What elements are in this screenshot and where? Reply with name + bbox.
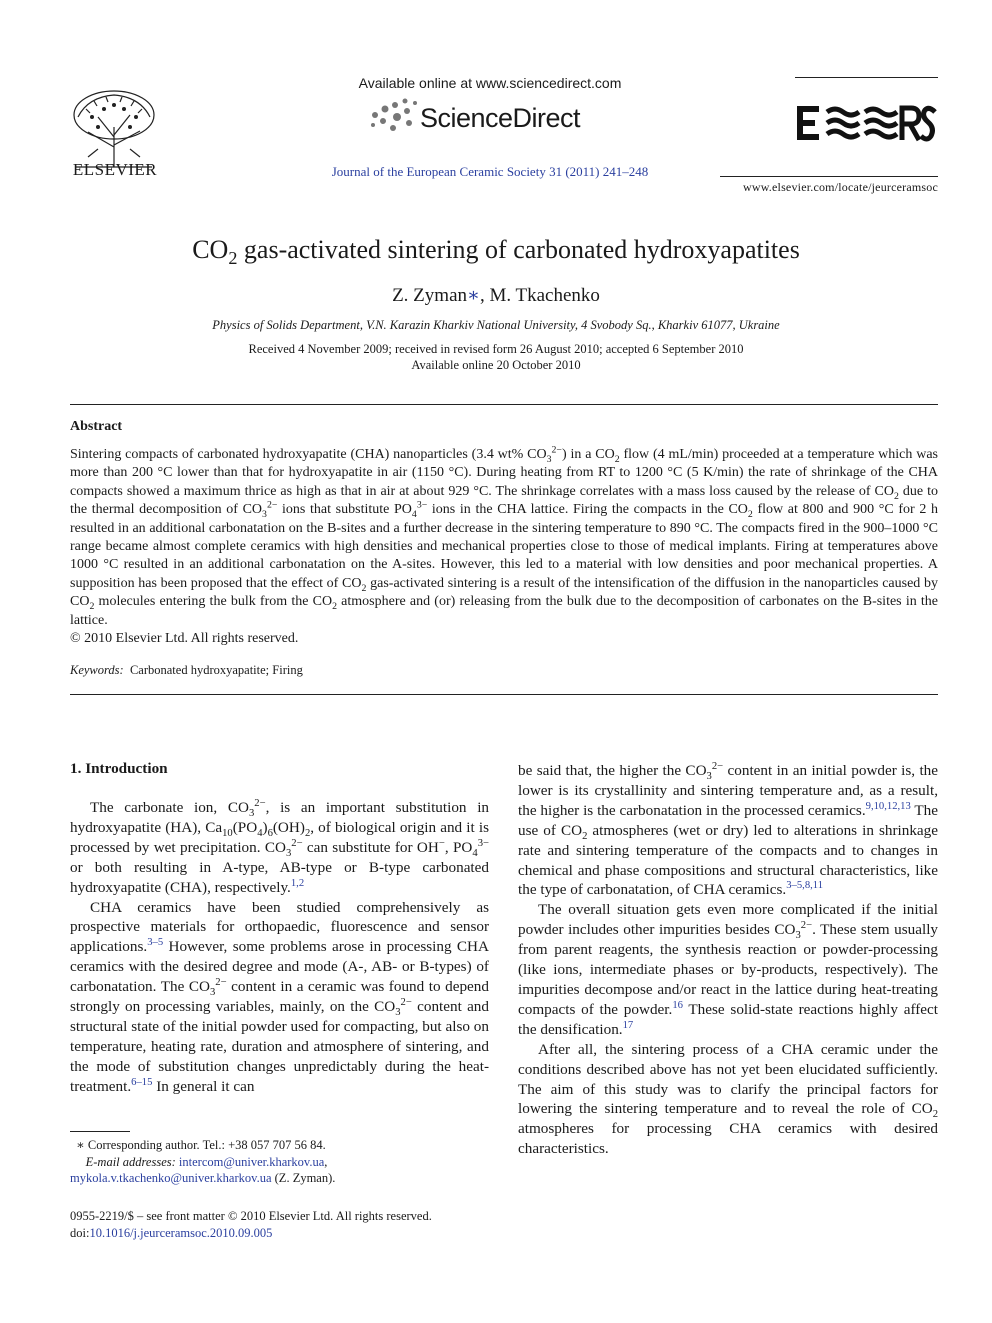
citation-link[interactable]: 3–5,8,11 bbox=[786, 880, 824, 892]
keywords-line bbox=[70, 663, 303, 678]
citation-link[interactable]: 16 bbox=[672, 999, 683, 1011]
citation-link[interactable]: 3–5 bbox=[147, 937, 164, 949]
keywords-label: Keywords: bbox=[70, 663, 124, 677]
header-rule-2 bbox=[720, 176, 938, 177]
keywords-list: Carbonated hydroxyapatite; Firing bbox=[129, 663, 303, 677]
footnote-rule bbox=[70, 1131, 130, 1132]
doi-link[interactable]: 10.1016/j.jeurceramsoc.2010.09.005 bbox=[89, 1225, 273, 1240]
citation-link[interactable]: 9,10,12,13 bbox=[865, 800, 911, 812]
citation-link[interactable]: 6–15 bbox=[131, 1076, 153, 1088]
intro-paragraph-1: The carbonate ion, $CO_3^{2-}$, is an important substitution in hydroxyapatite (HA), $Ca_{10}(PO_4)_6(OH)_2$, of biological origin and it is processed by wet precipitation. $CO_3^{2-}$ can substitute for OH−, $PO_4^{3-}$ or both resulting in A-type, AB-type or B-type carbonated hydroxyapatite (CHA), respectively.$^{1,2}$ bbox=[70, 797, 490, 896]
corresponding-author-note: Corresponding author. Tel.: +38 057 707 56 84. bbox=[84, 1138, 326, 1152]
corresponding-author-mark[interactable]: ∗ bbox=[467, 285, 480, 306]
intro-paragraph-3: The overall situation gets even more complicated if the initial powder includes other impurities besides $CO_3^{2-}$. These stem usually from parent reagents, the synthesis reaction or powder-processing (like ions, intermediate phases or by-products, respectively). The impurities decompose and/or react in the lattice during heat-treating compacts of the powder.$^{16}$ These solid-state reactions highly affect the densification.$^{17}$ bbox=[518, 901, 939, 1038]
issn-line bbox=[70, 1208, 489, 1241]
abstract-heading: Abstract bbox=[70, 419, 123, 434]
doi-label: doi: bbox=[70, 1225, 90, 1240]
ecers-logo-icon bbox=[797, 104, 937, 142]
front-matter-note: 0955-2219/$ – see front matter © 2010 Elsevier Ltd. All rights reserved. bbox=[70, 1209, 432, 1223]
article-title: $CO_2$ gas-activated sintering of carbonated hydroxyapatites bbox=[192, 235, 800, 269]
abstract-copyright: © 2010 Elsevier Ltd. All rights reserved. bbox=[70, 631, 299, 646]
intro-paragraph-4: After all, the sintering process of a CHA ceramic under the conditions described above has not yet been elucidated sufficiently. The aim of this study was to clarify the principal factors for lowering the sintering temperature and to reveal the role of $CO_2$ atmospheres for processing CHA ceramics with desired characteristics. bbox=[518, 1040, 938, 1158]
corresponding-author-footnote: ∗ Corresponding author. Tel.: +38 057 707 56 84. E-mail addresses: intercom@univer.kharkov.ua, mykola.v.tkachenko@univer.kharkov.ua (Z. Zyman). bbox=[70, 1138, 336, 1185]
left-column-body bbox=[70, 798, 489, 1097]
elsevier-wordmark: ELSEVIER bbox=[72, 160, 158, 179]
citation-link[interactable]: 1,2 bbox=[290, 877, 305, 889]
author-zyman: Z. Zyman bbox=[392, 285, 468, 306]
article-dates bbox=[0, 341, 992, 373]
sciencedirect-logo-text[interactable]: ScienceDirect bbox=[420, 103, 581, 133]
available-online-text[interactable]: Available online at www.sciencedirect.com bbox=[358, 75, 622, 91]
email-link-2[interactable]: mykola.v.tkachenko@univer.kharkov.ua bbox=[70, 1171, 272, 1185]
footnote-mark: ∗ bbox=[76, 1138, 85, 1152]
journal-reference-link[interactable]: Journal of the European Ceramic Society 31 (2011) 241–248 bbox=[331, 164, 649, 179]
abstract-top-rule bbox=[70, 404, 938, 405]
article-authors bbox=[0, 284, 992, 307]
right-column-body bbox=[518, 761, 938, 1159]
abstract-body: Sintering compacts of carbonated hydroxyapatite (CHA) nanoparticles (3.4 wt% $CO_3^{2-}$) in a $CO_2$ flow (4 mL/min) proceeded at a temperature which was more than 200 °C lower than that for hydroxyapatite in air (1150 °C). During heating from RT to 1200 °C (5 K/min) the rate of shrinkage of the CHA compacts showed a maximum thrice as high as that in air at about 929 °C. The shrinkage correlates with a mass loss caused by the release of $CO_2$ due to the thermal decomposition of $CO_3^{2-}$ ions that substitute $PO_4^{3-}$ ions in the CHA lattice. Firing the compacts in the $CO_2$ flow at 800 and 900 °C for 2 h resulted in an additional carbonatation on the B-sites and a further decrease in the sintering temperature to 890 °C. The compacts fired in the 900–1000 °C range became almost complete ceramics with high densities and mechanical properties close to those of medical implants. Firing at temperatures above 1000 °C resulted in an additional carbonatation on the A-sites. However, this led to a material with low densities and poor mechanical properties. A supposition has been proposed that the effect of $CO_2$ gas-activated sintering is a result of the intensification of the diffusion in the nanoparticles caused by $CO_2$ molecules entering the bulk from the $CO_2$ atmosphere and (or) releasing from the bulk due to the decomposition of carbonates on the B-sites in the lattice. bbox=[70, 444, 938, 628]
author-tkachenko: , M. Tkachenko bbox=[479, 285, 600, 306]
journal-homepage-link[interactable]: www.elsevier.com/locate/jeurceramsoc bbox=[742, 180, 938, 194]
author-affiliation: Physics of Solids Department, V.N. Karazin Kharkiv National University, 4 Svobody Sq., Kharkiv 61077, Ukraine bbox=[212, 318, 780, 332]
received-dates: Received 4 November 2009; received in revised form 26 August 2010; accepted 6 September 2010 bbox=[248, 342, 744, 356]
intro-paragraph-2: CHA ceramics have been studied comprehensively as prospective materials for orthopaedic, fluorescence and sensor applications.$^{3-5}$ However, some problems arose in processing CHA ceramics with the desired degree and mode (A-, AB- or B-types) of carbonatation. The $CO_3^{2-}$ content in a ceramic was found to depend strongly on processing variables, mainly, on the $CO_3^{2-}$ content and structural state of the initial powder used for compacting, but also on temperature, heating rate, duration and atmosphere of sintering, and the mode of substitution changes unpredictably during the heat-treatment.$^{6-15}$ In general it can bbox=[70, 898, 489, 1095]
intro-paragraph-2-cont: be said that, the higher the $CO_3^{2-}$ content in an initial powder is, the lower is its crystallinity and sintering temperature and, as a result, the higher is the carbonatation in the processed ceramics.$^{9,10,12,13}$ The use of $CO_2$ atmospheres (wet or dry) led to alterations in shrinkage rate and sintering temperature of the compacts and to changes in chemical and phase compositions and structural characteristics, like the type of carbonatation, of CHA ceramics.$^{3-5,8,11}$ bbox=[518, 760, 939, 899]
header-rule bbox=[795, 77, 938, 78]
email-label: E-mail addresses: bbox=[85, 1154, 176, 1169]
abstract-bottom-rule bbox=[70, 694, 938, 695]
email-link-1[interactable]: intercom@univer.kharkov.ua bbox=[178, 1154, 325, 1169]
email-suffix: (Z. Zyman). bbox=[271, 1171, 336, 1185]
section-heading-introduction: 1. Introduction bbox=[70, 760, 168, 777]
citation-link[interactable]: 17 bbox=[622, 1019, 634, 1031]
available-online-date: Available online 20 October 2010 bbox=[411, 358, 581, 372]
